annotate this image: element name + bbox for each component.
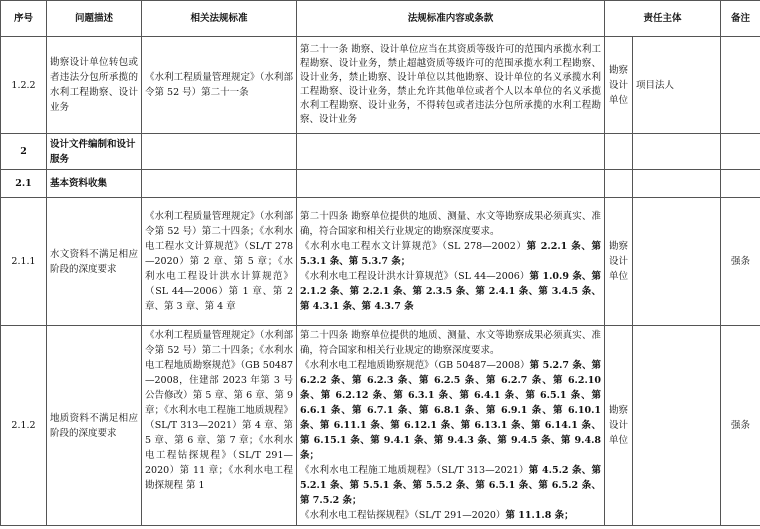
row-std: 《水利工程质量管理规定》（水利部令第 52 号）第二十一条 <box>142 37 297 134</box>
clause-items: 第 11.1.8 条； <box>505 510 574 521</box>
row-resp-2: 项目法人 <box>633 37 721 134</box>
row-desc: 水文资料不满足相应阶段的深度要求 <box>47 198 142 326</box>
clause-std: 《水利水电工程地质勘察规范》（GB 50487—2008） <box>300 360 530 371</box>
row-std <box>142 198 297 326</box>
header-note: 备注 <box>721 1 760 37</box>
header-clause: 法规标准内容或条款 <box>297 1 605 37</box>
clause-intro: 第二十四条 勘察单位提供的地质、测量、水文等勘察成果必须真实、准确，符合国家和相关行业规定的勘察深度要求。 <box>300 211 601 237</box>
row-clause: 第二十一条 勘察、设计单位应当在其资质等级许可的范围内承揽水利工程勘察、设计业务，禁止超越资质等级许可的范围承揽水利工程勘察、设计业务，禁止勘察、设计单位以其他勘察、设计单位的名义承揽水利工程勘察、设计业务，禁止允许其他单位或者个人以本单位的名义承揽水利工程勘察、设计业务，不得转包或者违法分包所承揽的水利工程勘察、设计业务 <box>297 37 605 134</box>
row-clause <box>297 198 605 326</box>
clause-std: 《水利水电工程钻探规程》（SL/T 291—2020） <box>300 510 506 521</box>
std-item: 《水利水电工程钻探规程》（SL/T 291—2020）第 11 章； <box>145 435 293 476</box>
clause-std: 《水利水电工程施工地质规程》（SL/T 313—2021） <box>300 465 529 476</box>
row-resp-1: 勘察设计单位 <box>605 198 633 326</box>
row-seq: 2.1.2 <box>1 326 47 526</box>
section-row <box>1 134 760 170</box>
row-std <box>142 326 297 526</box>
row-seq: 1.2.2 <box>1 37 47 134</box>
row-resp-1: 勘察设计单位 <box>605 326 633 526</box>
std-item: 《水利水电工程地质勘察规范》（GB 50487—2008，住建部 2023 年第 3 号公告修改）第 5 章、第 6 章、第 9 章； <box>145 345 293 416</box>
clause-std: 《水利水电工程水文计算规范》（SL 278—2002） <box>300 241 527 252</box>
row-seq: 2.1.1 <box>1 198 47 326</box>
row-note: 强条 <box>721 198 760 326</box>
std-item: 《水利工程质量管理规定》（水利部令第 52 号）第二十四条； <box>145 330 293 356</box>
header-row <box>1 1 760 37</box>
clause-items: 第 2.2.1 条、第 5.3.1 条、第 5.3.7 条； <box>300 241 601 267</box>
row-clause <box>297 326 605 526</box>
row-note: 强条 <box>721 326 760 526</box>
std-item: 《水利水电工程水文计算规范》（SL/T 278—2020）第 2 章、第 5 章； <box>145 226 293 267</box>
table-row <box>1 326 760 526</box>
section-seq: 2.1 <box>1 170 47 198</box>
header-resp: 责任主体 <box>605 1 721 37</box>
clause-items: 第 4.5.2 条、第 5.2.1 条、第 5.5.1 条、第 5.5.2 条、第 6.5.1 条、第 6.5.2 条、第 7.5.2 条； <box>300 465 602 506</box>
clause-items: 第 5.2.7 条、第 6.2.2 条、第 6.2.3 条、第 6.2.5 条、第 6.2.7 条、第 6.2.10 条、第 6.2.12 条、第 6.3.1 条、第 6.4.1 条、第 6.5.1 条、第 6.6.1 条、第 6.7.1 条、第 6.8.1 条、第 6.9.1 条、第 6.10.1 条、第 6.11.1 条、第 6.12.1 条、第 6.13.1 条、第 6.14.1 条、第 6.15.1 条、第 9.4.1 条、第 9.4.3 条、第 9.4.5 条、第 9.4.8 条； <box>300 360 601 461</box>
row-note <box>721 37 760 134</box>
std-item: 《水利水电工程施工地质规程》（SL/T 313—2021）第 4 章、第 5 章、第 6 章、第 7 章； <box>145 405 293 446</box>
std-item: 《水利水电工程勘探规程 第 1 <box>145 465 293 491</box>
table-row <box>1 37 760 134</box>
std-item: 《水利水电工程设计洪水计算规范》（SL 44—2006）第 1 章、第 2 章、第 3 章、第 4 章 <box>145 256 293 312</box>
row-resp-1: 勘察设计单位 <box>605 37 633 134</box>
clause-items: 第 1.0.9 条、第 2.1.2 条、第 2.2.1 条、第 2.3.5 条、第 2.4.1 条、第 3.4.5 条、第 4.3.1 条、第 4.3.7 条 <box>300 271 601 312</box>
clause-std: 《水利水电工程设计洪水计算规范》（SL 44—2006） <box>300 271 530 282</box>
section-row <box>1 170 760 198</box>
section-seq: 2 <box>1 134 47 170</box>
row-desc: 勘察设计单位转包或者违法分包所承揽的水利工程勘察、设计业务 <box>47 37 142 134</box>
header-desc: 问题描述 <box>47 1 142 37</box>
std-item: 《水利工程质量管理规定》（水利部令第 52 号）第二十四条； <box>145 211 293 237</box>
section-title: 设计文件编制和设计服务 <box>47 134 142 170</box>
table-row <box>1 198 760 326</box>
row-desc: 地质资料不满足相应阶段的深度要求 <box>47 326 142 526</box>
clause-intro: 第二十四条 勘察单位提供的地质、测量、水文等勘察成果必须真实、准确，符合国家和相关行业规定的勘察深度要求。 <box>300 330 601 356</box>
header-seq: 序号 <box>1 1 47 37</box>
header-std: 相关法规标准 <box>142 1 297 37</box>
section-title: 基本资料收集 <box>47 170 142 198</box>
